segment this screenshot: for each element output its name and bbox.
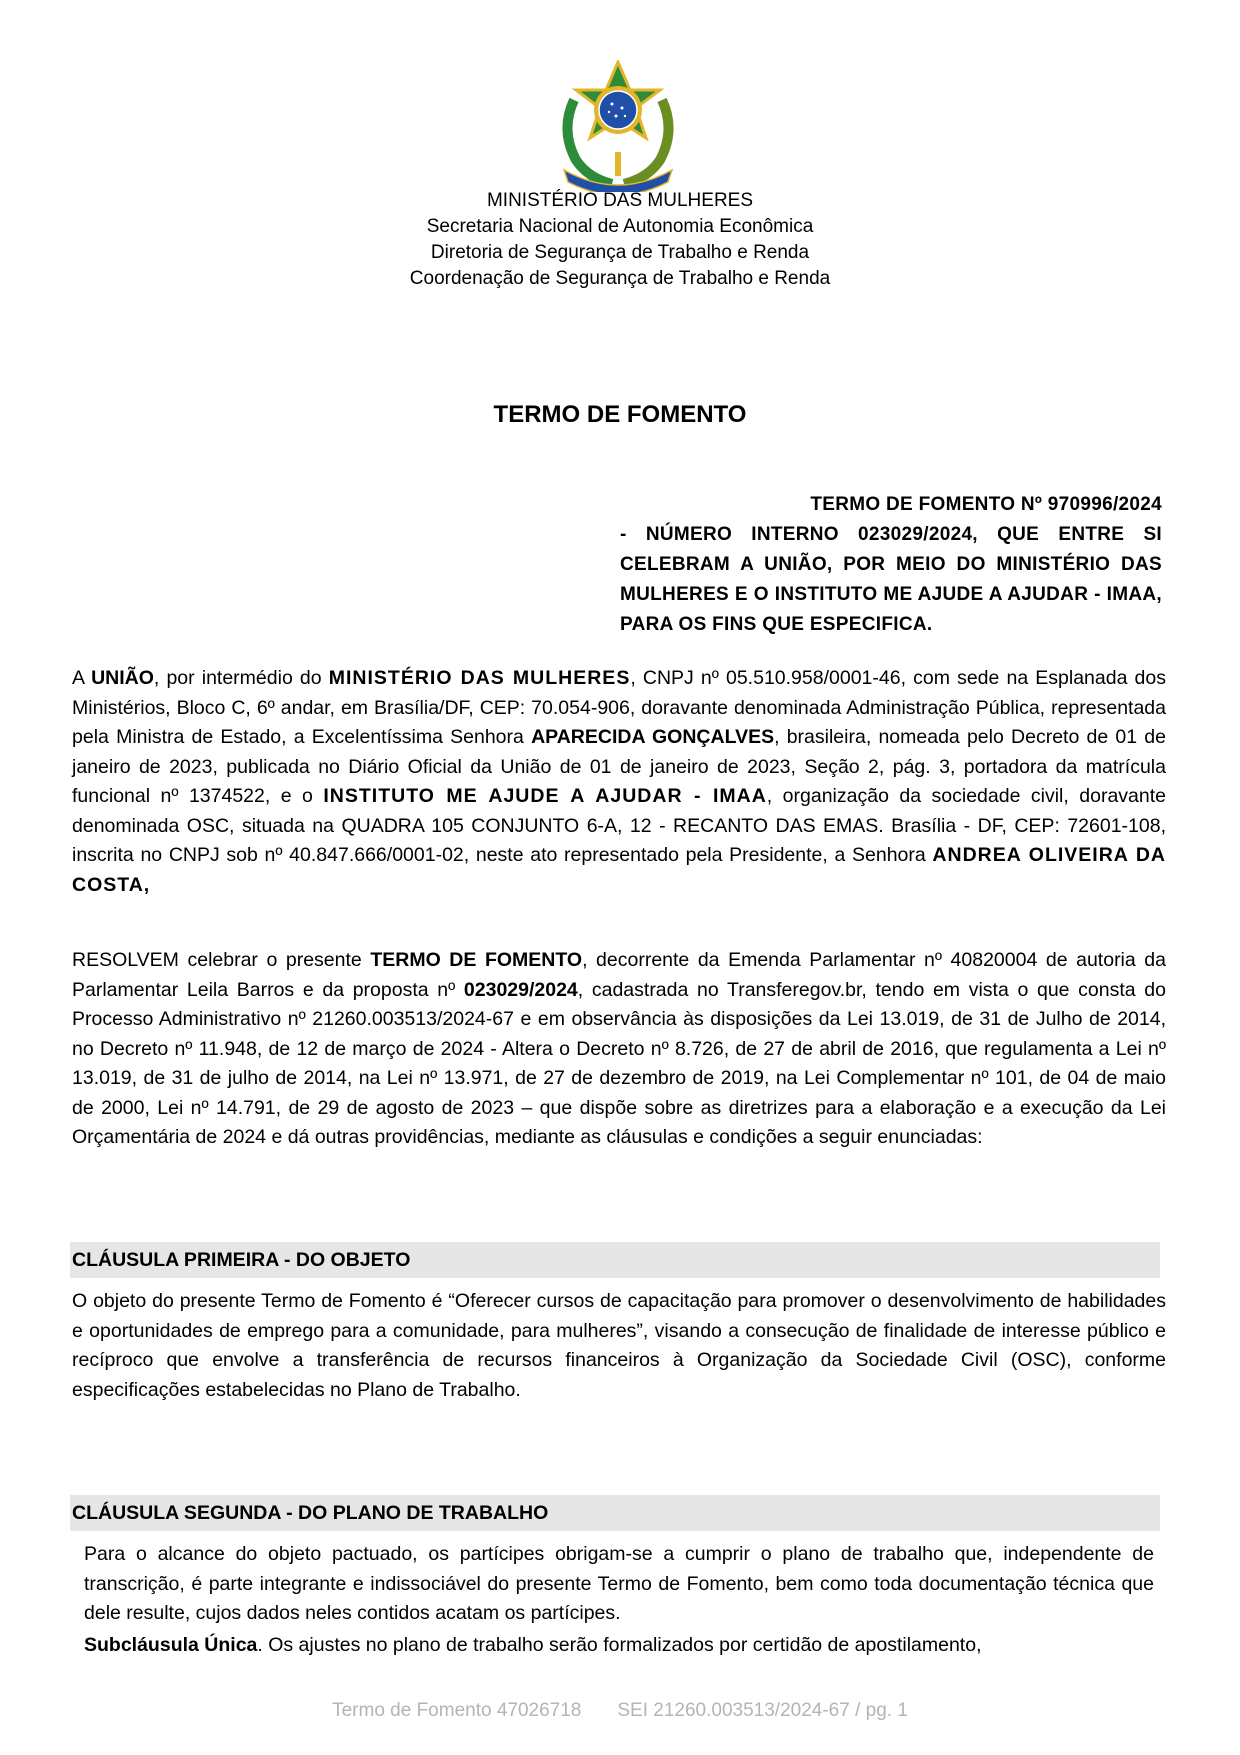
clause-2-text: Para o alcance do objeto pactuado, os partícipes obrigam-se a cumprir o plano de trabalho que, independente de transcrição, é parte integrante e indissociável do presente Termo de Fomento, bem como toda documentação técnica que dele resulte, cujos dados neles contidos acatam os partícipes. — [84, 1543, 1154, 1624]
clause-2-heading: CLÁUSULA SEGUNDA - DO PLANO DE TRABALHO — [70, 1495, 1160, 1531]
preamble-party-osc: INSTITUTO ME AJUDE A AJUDAR - IMAA — [323, 785, 767, 807]
clause-1-text: O objeto do presente Termo de Fomento é “Oferecer cursos de capacitação para promover o desenvolvimento de habilidades e oportunidades de emprego para a comunidade, para mulheres”, visando a consecução de finalidade de interesse público e recíproco que envolve a transferência de recursos financeiros à Organização da Sociedade Civil (OSC), conforme especificações estabelecidas no Plano de Trabalho. — [72, 1290, 1166, 1401]
preamble-text: , brasileira, nomeada pelo Decreto de 01 de janeiro de 2023, publicada no Diário Oficial da União de 01 de janeiro de 2023, Seção 2, pág. 3, portadora da matrícula funcional nº 1374522, e o — [72, 726, 1166, 807]
preamble-text: A — [72, 667, 92, 689]
footer-document-id: Termo de Fomento 47026718 — [332, 1700, 582, 1721]
preamble-text: , CNPJ nº 05.510.958/0001-46, com sede na Esplanada dos Ministérios, Bloco C, 6º andar, em Brasília/DF, CEP: 70.054-906, doravante denominada Administração Pública, representada pela Ministra de Estado, a Excelentíssima Senhora — [72, 667, 1166, 748]
ementa-text: - NÚMERO INTERNO 023029/2024, QUE ENTRE SI CELEBRAM A UNIÃO, POR MEIO DO MINISTÉRIO DAS MULHERES E O INSTITUTO ME AJUDE A AJUDAR - IMAA, PARA OS FINS QUE ESPECIFICA. — [620, 524, 1162, 635]
footer-process-page: SEI 21260.003513/2024-67 / pg. 1 — [617, 1700, 908, 1721]
resolvem-term-name: TERMO DE FOMENTO — [370, 949, 583, 971]
header-coordination: Coordenação de Segurança de Trabalho e Renda — [409, 268, 831, 289]
preamble-text: , organização da sociedade civil, doravante denominada OSC, situada na QUADRA 105 CONJUNTO 6-A, 12 - RECANTO DAS EMAS. Brasília - DF, CEP: 72601-108, inscrita no CNPJ sob nº 40.847.666/0001-02, neste ato representado pela Presidente, a Senhora — [72, 785, 1166, 866]
resolvem-text: RESOLVEM celebrar o presente — [72, 949, 371, 971]
resolvem-text: , decorrente da Emenda Parlamentar nº 40820004 de autoria da Parlamentar Leila Barros e da proposta nº — [72, 949, 1166, 1001]
ementa — [620, 490, 1162, 640]
resolvem-proposal-number: 023029/2024 — [463, 978, 578, 1001]
header-directorate: Diretoria de Segurança de Trabalho e Renda — [430, 242, 810, 263]
preamble-president-name: ANDREA OLIVEIRA DA COSTA, — [72, 844, 1167, 896]
ementa-term-number: TERMO DE FOMENTO Nº 970996/2024 — [810, 494, 1162, 515]
subclause-text: . Os ajustes no plano de trabalho serão formalizados por certidão de apostilamento, — [257, 1634, 982, 1656]
document-title: TERMO DE FOMENTO — [493, 401, 747, 428]
header-ministry: MINISTÉRIO DAS MULHERES — [486, 190, 754, 211]
clause-1-heading: CLÁUSULA PRIMEIRA - DO OBJETO — [70, 1242, 1160, 1278]
preamble-paragraph — [72, 664, 1166, 900]
header-secretariat: Secretaria Nacional de Autonomia Econômica — [426, 216, 814, 237]
resolvem-text: , cadastrada no Transferegov.br, tendo em vista o que consta do Processo Administrativo nº 21260.003513/2024-67 e em observância às disposições da Lei 13.019, de 31 de Julho de 2014, no Decreto nº 11.948, de 12 de março de 2024 - Altera o Decreto nº 8.726, de 27 de abril de 2016, que regulamenta a Lei nº 13.019, de 31 de julho de 2014, na Lei nº 13.971, de 27 de dezembro de 2019, na Lei Complementar nº 101, de 04 de maio de 2000, Lei nº 14.791, de 29 de agosto de 2023 – que dispõe sobre as diretrizes para a elaboração e a execução da Lei Orçamentária de 2024 e dá outras providências, mediante as cláusulas e condições a seguir enunciadas: — [72, 978, 1166, 1148]
preamble-party-uniao: UNIÃO — [91, 667, 154, 689]
brazil-coat-of-arms-icon — [554, 60, 682, 192]
clause-2-subclause — [84, 1631, 1154, 1661]
subclause-label: Subcláusula Única — [84, 1634, 258, 1656]
resolvem-paragraph — [72, 946, 1166, 1153]
preamble-text: , por intermédio do — [153, 667, 329, 689]
preamble-party-ministry: MINISTÉRIO DAS MULHERES — [328, 667, 631, 689]
page-footer — [0, 1700, 1240, 1722]
preamble-minister-name: APARECIDA GONÇALVES — [531, 726, 775, 748]
